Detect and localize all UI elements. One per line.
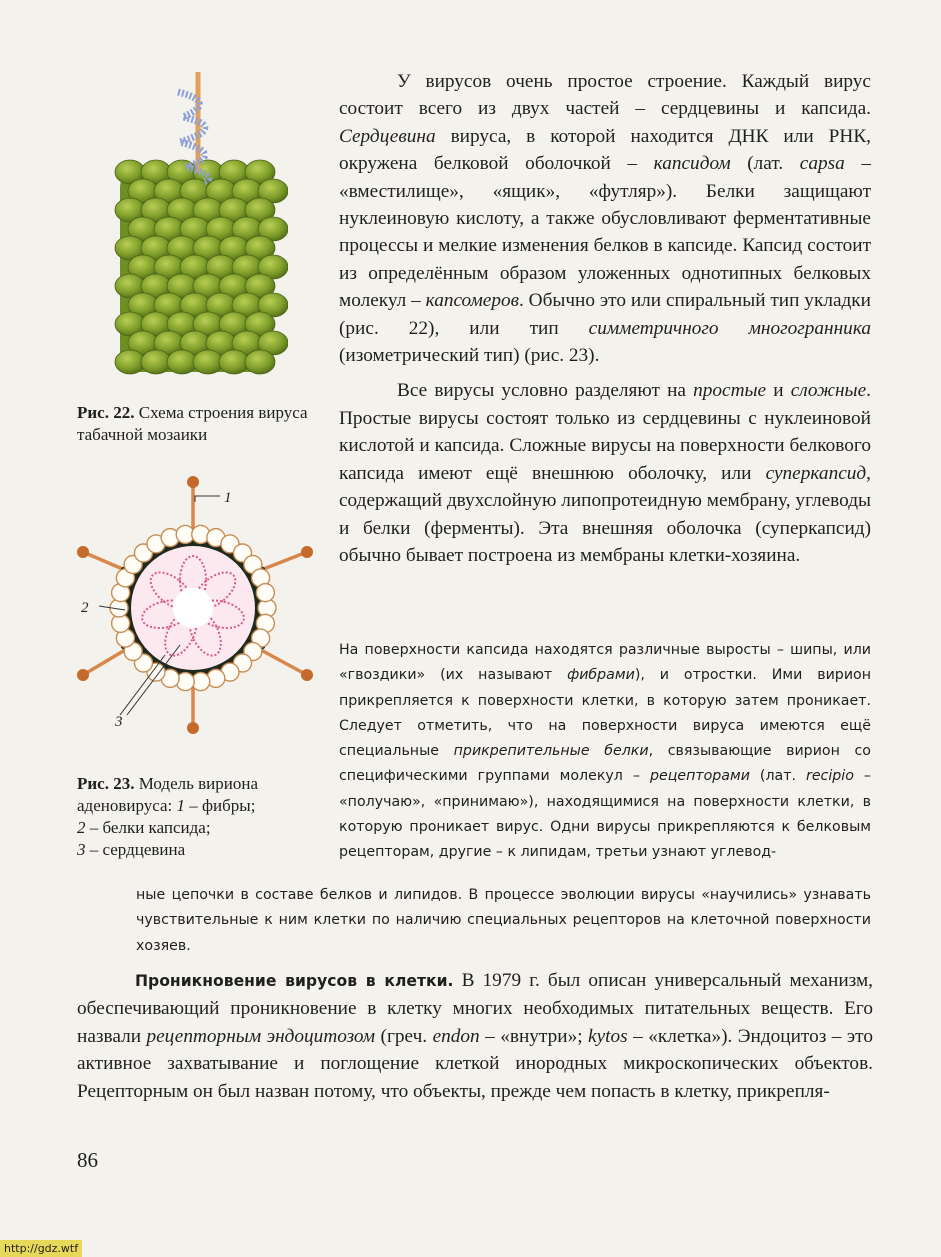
- term-fibers: фибрами: [567, 667, 635, 684]
- term-attachment-proteins: прикрепительные белки: [453, 743, 649, 760]
- legend-2-number: 2: [77, 818, 86, 837]
- figure-23-text: Модель вириона аденовируса:: [77, 774, 258, 815]
- text-run: На поверхности капсида находятся различные выросты – шипы, или «гвоздики» (их называют: [339, 642, 871, 684]
- term-kytos: kytos: [588, 1025, 628, 1047]
- capsomere-scale: [219, 350, 249, 374]
- main-text: [339, 68, 871, 569]
- text-run: – «внутри»;: [479, 1025, 589, 1047]
- figure-22-text: Схема строения вируса табачной мозаики: [77, 403, 308, 444]
- capsomere-scale: [115, 350, 145, 374]
- text-run: , связывающие вирион со специфическими группами молекул –: [339, 743, 871, 785]
- text-run: , содержащий двухслойную липопротеидную мембрану, углеводы и белки (ферменты). Эта внешняя оболочка (суперкапсид) обычно бывает построена из мембраны клетки-хозяина.: [339, 462, 871, 566]
- page-number: 86: [77, 1148, 98, 1172]
- text-run: – «клетка»). Эндоцитоз – это активное захватывание и поглощение клеткой инородных микроскопических объектов. Рецепторным он был назван потому, что объекты, прежде чем попасть в клетку, прикрепля-: [77, 1025, 873, 1102]
- capsomere-scale: [141, 350, 171, 374]
- term-receptors: рецепторами: [649, 768, 750, 785]
- figure-23-marker-3: 3: [115, 714, 123, 730]
- term-capsa: capsa: [799, 153, 845, 175]
- capsomere-scale: [245, 350, 275, 374]
- term-capsid: капсидом: [653, 153, 731, 175]
- supplementary-text: [339, 638, 871, 866]
- legend-3-text: – сердцевина: [85, 840, 186, 859]
- text-run: . Простые вирусы состоят только из сердцевины с нуклеиновой кислотой и капсида. Сложные вирусы на поверхности белкового капсида имеют ещё внешнюю оболочку, или: [339, 380, 871, 484]
- text-run: (греч.: [375, 1025, 433, 1047]
- capsomere-scale: [167, 350, 197, 374]
- legend-2-text: – белки капсида;: [85, 818, 211, 837]
- text-run: и: [766, 380, 791, 402]
- text-run: (лат.: [730, 153, 800, 175]
- term-supercapsid: суперкапсид: [765, 462, 867, 484]
- term-core: Сердцевина: [339, 125, 436, 147]
- adenovirus-virion-illustration: [75, 470, 315, 735]
- term-polyhedron: симметричного многогранника: [588, 317, 871, 339]
- term-receptor-endocytosis: рецепторным эндоцитозом: [146, 1025, 376, 1047]
- supplementary-text-continued: ные цепочки в составе белков и липидов. В процессе эволюции вирусы «научились» узнавать чувствительные к ним клетки по наличию специальных рецепторов на клеточной поверхности хозяев.: [136, 887, 871, 954]
- text-run: В 1979 г. был описан универсальный механизм, обеспечивающий проникновение в клетку многих необходимых питательных веществ. Его назвали: [77, 970, 873, 1047]
- watermark-link[interactable]: http://gdz.wtf: [0, 1240, 82, 1257]
- capsomere-scale: [193, 350, 223, 374]
- legend-1-number: 1: [176, 796, 186, 815]
- figure-23-marker-1: 1: [224, 490, 232, 506]
- term-simple: простые: [693, 380, 767, 402]
- text-run: – «получаю», «принимаю»), находящимися на поверхности клетки, в которую проникает вирус. Одни вирусы прикрепляются к белковым рецепторам, другие – к липидам, третьи узнают углевод-: [339, 768, 872, 861]
- paragraph-endocytosis: [77, 967, 873, 1105]
- text-run: У вирусов очень простое строение. Каждый вирус состоит всего из двух частей – сердцевины и капсида.: [339, 71, 871, 120]
- section-virus-penetration: [77, 967, 873, 1105]
- text-run: ), и отростки. Ими вирион прикрепляется к поверхности клетки, в которую затем проникает. Следует отметить, что на поверхности вируса имеются ещё специальные: [339, 667, 871, 760]
- term-endon: endon: [432, 1025, 480, 1047]
- paragraph-virus-structure: [339, 68, 871, 369]
- figure-23-caption: [77, 773, 327, 861]
- text-run: . Обычно это или спиральный тип укладки (рис. 22), или тип: [339, 290, 871, 339]
- term-recipio: recipio: [805, 768, 854, 785]
- term-complex: сложные: [790, 380, 867, 402]
- figure-23-label: Рис. 23.: [77, 774, 135, 793]
- legend-1-text: – фибры;: [185, 796, 256, 815]
- capsid-protein: [256, 584, 274, 602]
- text-run: вируса, в которой находится ДНК или РНК, окружена белковой оболочкой –: [339, 125, 871, 175]
- tobacco-mosaic-virus-illustration: [108, 72, 288, 384]
- text-run: – «вместилище», «ящик», «футляр»). Белки защищают нуклеиновую кислоту, а также обусловливают ферментативные процессы и мелкие изменения белков в капсиде. Капсид состоит из определённым образом уложенных однотипных белковых молекул –: [339, 153, 871, 312]
- figure-23-marker-2: 2: [81, 600, 89, 616]
- text-run: (изометрический тип) (рис. 23).: [339, 345, 600, 367]
- figure-22-label: Рис. 22.: [77, 403, 135, 422]
- legend-3-number: 3: [77, 840, 86, 859]
- text-run: Все вирусы условно разделяют на: [397, 380, 694, 402]
- term-capsomeres: капсомеров: [425, 290, 519, 312]
- paragraph-virus-types: [339, 377, 871, 569]
- section-heading: Проникновение вирусов в клетки.: [135, 972, 454, 990]
- text-run: (лат.: [749, 768, 806, 785]
- figure-22-caption: [77, 402, 317, 446]
